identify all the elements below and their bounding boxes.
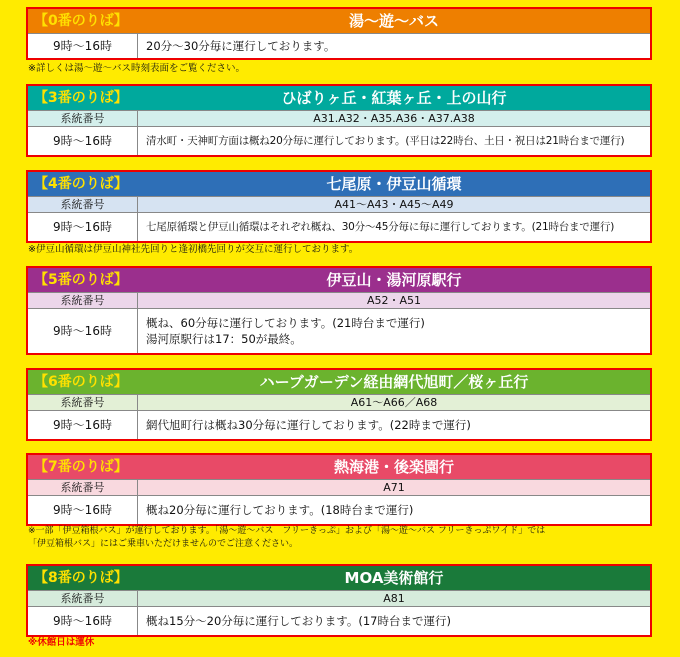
stop-8-note: ※休館日は運休 bbox=[28, 637, 95, 648]
note-line-2: 「伊豆箱根バス」にはご乗車いただけませんのでご注意ください。 bbox=[28, 539, 299, 549]
frequency-line-1: 概ね、60分毎に運行しております。(21時台まで運行) bbox=[146, 316, 425, 330]
stop-4-header bbox=[28, 172, 650, 196]
time-label: 9時〜16時 bbox=[28, 411, 138, 439]
time-label: 9時〜16時 bbox=[28, 34, 138, 58]
frequency-text: 清水町・天神町方面は概ね20分毎に運行しております。(平日は22時台、土日・祝日は21時台まで運行) bbox=[146, 135, 625, 147]
system-label: 系統番号 bbox=[28, 395, 138, 410]
stop-0-note: ※詳しくは湯〜遊〜バス時刻表面をご覧ください。 bbox=[28, 63, 245, 74]
frequency-text: 20分〜30分毎に運行しております。 bbox=[146, 39, 336, 53]
system-numbers: A31.A32・A35.A36・A37.A38 bbox=[313, 112, 475, 125]
route-name: ひばりヶ丘・紅葉ヶ丘・上の山行 bbox=[281, 89, 507, 107]
time-label: 9時〜16時 bbox=[28, 309, 138, 353]
time-row bbox=[28, 308, 650, 353]
system-row bbox=[28, 479, 650, 495]
time-label: 9時〜16時 bbox=[28, 607, 138, 635]
route-name: MOA美術館行 bbox=[344, 569, 444, 587]
stop-0-header bbox=[28, 9, 650, 33]
stop-number: 【6番のりば】 bbox=[34, 374, 128, 390]
system-label: 系統番号 bbox=[28, 591, 138, 606]
system-label: 系統番号 bbox=[28, 293, 138, 308]
stop-number: 【8番のりば】 bbox=[34, 570, 128, 586]
route-name: ハーブガーデン経由網代旭町／桜ヶ丘行 bbox=[259, 373, 529, 391]
system-numbers: A81 bbox=[383, 592, 405, 605]
system-row bbox=[28, 590, 650, 606]
stop-number: 【3番のりば】 bbox=[34, 90, 128, 106]
frequency-text bbox=[138, 309, 650, 353]
stop-4-block bbox=[26, 170, 652, 243]
frequency-text: 概ね20分毎に運行しております。(18時台まで運行) bbox=[146, 503, 414, 517]
route-name: 伊豆山・湯河原駅行 bbox=[326, 271, 462, 289]
stop-4-note: ※伊豆山循環は伊豆山神社先回りと逢初橋先回りが交互に運行しております。 bbox=[28, 244, 359, 255]
frequency-line-2: 湯河原駅行は17：50が最終。 bbox=[146, 332, 302, 346]
time-row bbox=[28, 410, 650, 439]
stop-6-header bbox=[28, 370, 650, 394]
stop-5-header bbox=[28, 268, 650, 292]
stop-3-block bbox=[26, 84, 652, 157]
stop-number: 【4番のりば】 bbox=[34, 176, 128, 192]
stop-5-block bbox=[26, 266, 652, 355]
route-name: 湯〜遊〜バス bbox=[348, 12, 439, 30]
time-label: 9時〜16時 bbox=[28, 127, 138, 155]
stop-number: 【0番のりば】 bbox=[34, 13, 128, 29]
system-label: 系統番号 bbox=[28, 480, 138, 495]
stop-number: 【5番のりば】 bbox=[34, 272, 128, 288]
stop-number: 【7番のりば】 bbox=[34, 459, 128, 475]
time-label: 9時〜16時 bbox=[28, 496, 138, 524]
system-numbers: A71 bbox=[383, 481, 405, 494]
system-label: 系統番号 bbox=[28, 111, 138, 126]
note-line-1: ※一部「伊豆箱根バス」が運行しております。「湯〜遊〜バス フリーきっぷ」および「湯〜遊〜バス フリーきっぷワイド」では bbox=[28, 526, 546, 536]
frequency-text: 概ね15分〜20分毎に運行しております。(17時台まで運行) bbox=[146, 614, 451, 628]
time-label: 9時〜16時 bbox=[28, 213, 138, 241]
time-row bbox=[28, 33, 650, 58]
time-row bbox=[28, 606, 650, 635]
frequency-text: 網代旭町行は概ね30分毎に運行しております。(22時まで運行) bbox=[146, 418, 471, 432]
stop-6-block bbox=[26, 368, 652, 441]
stop-0-block bbox=[26, 7, 652, 60]
stop-7-block bbox=[26, 453, 652, 526]
stop-7-note bbox=[28, 525, 545, 551]
route-name: 七尾原・伊豆山循環 bbox=[326, 175, 462, 193]
system-label: 系統番号 bbox=[28, 197, 138, 212]
route-name: 熱海港・後楽園行 bbox=[333, 458, 454, 476]
frequency-text: 七尾原循環と伊豆山循環はそれぞれ概ね、30分〜45分毎に毎に運行しております。(21時台まで運行) bbox=[146, 221, 615, 233]
system-row bbox=[28, 394, 650, 410]
system-numbers: A52・A51 bbox=[366, 294, 422, 307]
time-row bbox=[28, 495, 650, 524]
system-numbers: A61〜A66／A68 bbox=[350, 396, 438, 409]
system-numbers: A41〜A43・A45〜A49 bbox=[334, 198, 454, 211]
system-row bbox=[28, 292, 650, 308]
time-row bbox=[28, 126, 650, 155]
stop-7-header bbox=[28, 455, 650, 479]
time-row bbox=[28, 212, 650, 241]
stop-8-block bbox=[26, 564, 652, 637]
system-row bbox=[28, 110, 650, 126]
system-row bbox=[28, 196, 650, 212]
stop-3-header bbox=[28, 86, 650, 110]
stop-8-header bbox=[28, 566, 650, 590]
